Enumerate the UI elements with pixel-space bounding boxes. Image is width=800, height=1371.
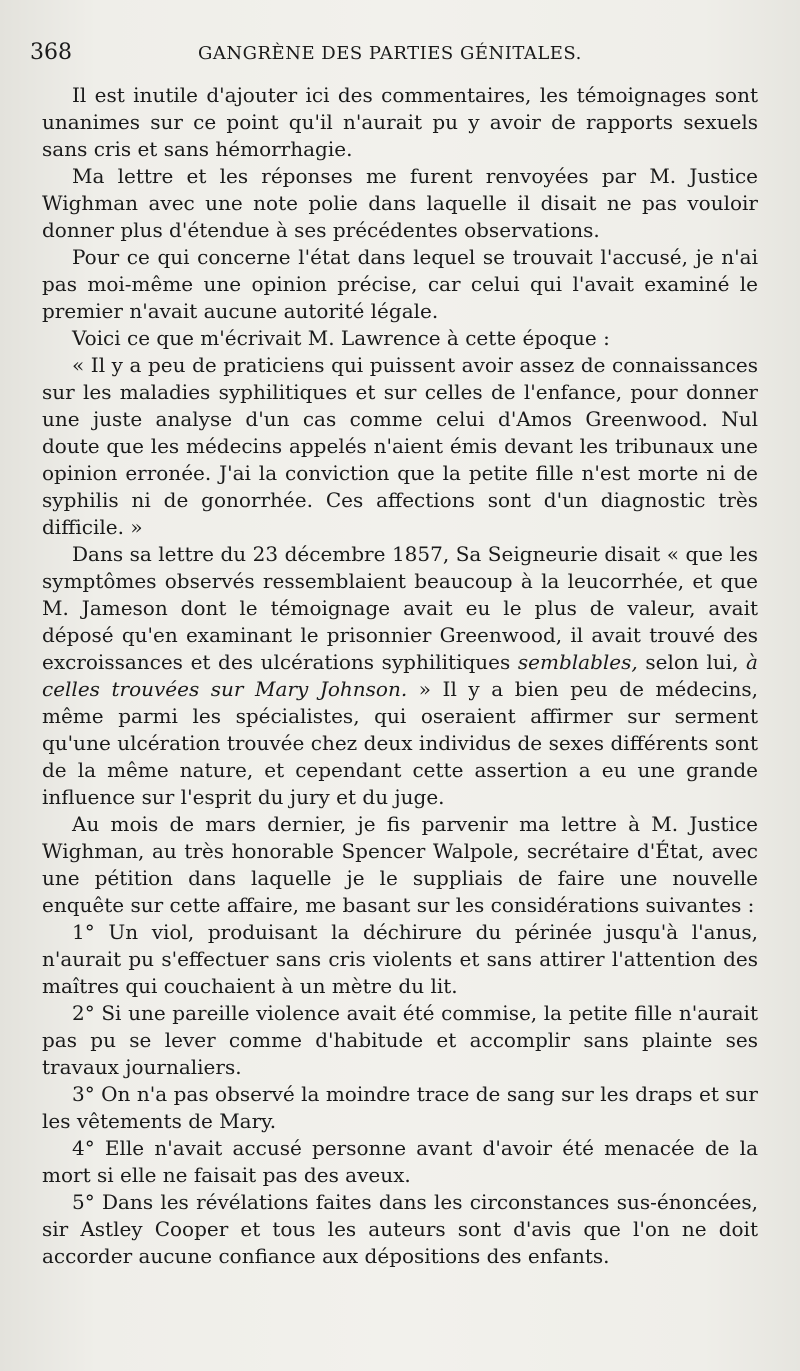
page-number: 368: [30, 40, 72, 65]
paragraph-petition: Au mois de mars dernier, je fis parvenir ma lettre à M. Justice Wighman, au très honorable Spencer Walpole, secrétaire d'État, avec une pétition dans laquelle je le suppliais de faire une nouvelle enquête sur cette affaire, me basant sur les considérations suivantes :: [42, 812, 758, 917]
letter-italic-semblables: semblables,: [517, 650, 638, 674]
paragraph-lettre-decembre: [42, 541, 758, 811]
list-item-4: 4° Elle n'avait accusé personne avant d'avoir été menacée de la mort si elle ne faisait pas des aveux.: [42, 1136, 758, 1187]
paragraph-lawrence-intro: Voici ce que m'écrivait M. Lawrence à cette époque :: [72, 326, 610, 350]
paragraph-lawrence-quote: « Il y a peu de praticiens qui puissent avoir assez de connaissances sur les maladies syphilitiques et sur celles de l'enfance, pour donner une juste analyse d'un cas comme celui d'Amos Greenwood. Nul doute que les médecins appelés n'aient émis devant les tribunaux une opinion erronée. J'ai la conviction que la petite fille n'est morte ni de syphilis ni de gonorrhée. Ces affections sont d'un diagnostic très difficile. »: [42, 353, 758, 539]
paragraph-commentaires: Il est inutile d'ajouter ici des commentaires, les témoignages sont unanimes sur ce point qu'il n'aurait pu y avoir de rapports sexuels sans cris et sans hémorrhagie.: [42, 83, 758, 161]
list-item-3: 3° On n'a pas observé la moindre trace de sang sur les draps et sur les vêtements de Mary.: [42, 1082, 758, 1133]
list-item-1: 1° Un viol, produisant la déchirure du périnée jusqu'à l'anus, n'aurait pu s'effectuer sans cris violents et sans attirer l'attention des maîtres qui couchaient à un mètre du lit.: [42, 920, 758, 998]
running-title: GANGRÈNE DES PARTIES GÉNITALES.: [198, 43, 582, 64]
letter-text-start: Dans sa lettre du 23 décembre 1857, Sa Seigneurie disait « que les symptômes observés ressemblaient beaucoup à la leucorrhée, et que M. Jameson dont le témoignage avait eu le plus de valeur, avait déposé qu'en examinant le prisonnier Greenwood, il avait trouvé des excroissances et des ulcérations syphilitiques: [42, 542, 758, 674]
list-item-2: 2° Si une pareille violence avait été commise, la petite fille n'aurait pas pu se lever comme d'habitude et accomplir sans plainte ses travaux journaliers.: [42, 1001, 758, 1079]
list-item-5: 5° Dans les révélations faites dans les circonstances sus-énoncées, sir Astley Cooper et tous les auteurs sont d'avis que l'on ne doit accorder aucune confiance aux dépositions des enfants.: [42, 1190, 758, 1268]
paragraph-lettre-renvoyee: Ma lettre et les réponses me furent renvoyées par M. Justice Wighman avec une note polie dans laquelle il disait ne pas vouloir donner plus d'étendue à ses précédentes observations.: [42, 164, 758, 242]
letter-text-end: » Il y a bien peu de médecins, même parmi les spécialistes, qui oseraient affirmer sur serment qu'une ulcération trouvée chez deux individus de sexes différents sont de la même nature, et cependant cette assertion a eu une grande influence sur l'esprit du jury et du juge.: [42, 677, 758, 809]
body-text: [42, 82, 758, 1270]
letter-text-middle: selon lui,: [637, 650, 747, 674]
letter-italic-mary-johnson: à celles trouvées sur Mary Johnson.: [42, 650, 758, 701]
page-header: [30, 38, 770, 68]
paragraph-etat-accuse: Pour ce qui concerne l'état dans lequel se trouvait l'accusé, je n'ai pas moi-même une opinion précise, car celui qui l'avait examiné le premier n'avait aucune autorité légale.: [42, 245, 758, 323]
